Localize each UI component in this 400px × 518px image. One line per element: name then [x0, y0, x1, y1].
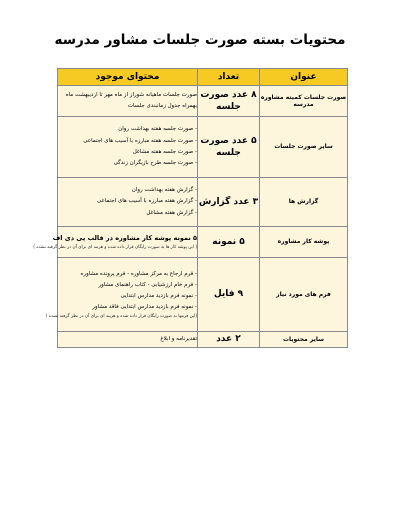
content-line: - گزارش هفته مشاغل: [146, 209, 197, 216]
header-count: تعداد: [198, 69, 260, 86]
table-row: [58, 332, 348, 348]
row-subject: صورت جلسات کمیته مشاوره مدرسه: [260, 86, 348, 117]
content-line: - صورت جلسه هفته مبارزه با آسیب های اجتماعی: [83, 137, 197, 144]
row-count: ۵ عدد صورت جلسه: [198, 117, 260, 178]
table-row: [58, 227, 348, 258]
table-row: [58, 117, 348, 178]
content-line: - نمونه فرم بازدید مدارس ابتدایی فاقد مشاور: [92, 304, 197, 311]
row-content: [33, 227, 198, 258]
content-note: (این فرمها به صورت رایگان قرار داده شده و هزینه ای برای آن در نظر گرفته نشده ): [45, 313, 197, 319]
content-line: - گزارش هفته مبارزه با آسیب های اجتماعی: [96, 198, 197, 205]
header-content: محتوای موجود: [58, 69, 198, 86]
table-row: [58, 178, 348, 227]
content-line: ۵ نمونه پوشه کار مشاوره در قالب پی دی اف: [52, 233, 197, 242]
row-content: [58, 86, 198, 117]
table-header-row: [58, 69, 348, 86]
content-line: - فرم ارجاع به مرکز مشاوره - فرم پرونده مشاوره: [80, 270, 197, 277]
table-row: [58, 258, 348, 332]
row-subject: پوشه کار مشاوره: [260, 227, 348, 258]
header-subject: عنوان: [260, 69, 348, 86]
content-line: تقدیرنامه و ابلاغ: [160, 335, 197, 342]
row-count: ۹ فایل: [198, 258, 260, 332]
row-count: ۲ عدد: [198, 332, 260, 348]
row-content: [58, 178, 198, 227]
row-count: ۸ عدد صورت جلسه: [198, 86, 260, 117]
row-content: [58, 332, 198, 348]
page-title: محتویات بسته صورت جلسات مشاور مدرسه: [54, 32, 346, 48]
content-line: - نمونه فرم بازدید مدارس ابتدایی: [120, 293, 197, 300]
row-subject: فرم های مورد نیاز: [260, 258, 348, 332]
content-line: - صورت جلسه هفته مشاغل: [132, 149, 197, 155]
row-subject: سایر محتویات: [260, 332, 348, 348]
content-line: صورت جلسات ماهیانه شوراز از ماه مهر تا اردیبهشت ماه: [65, 91, 197, 98]
row-count: ۳ عدد گزارش: [198, 178, 260, 227]
row-subject: گزارش ها: [260, 178, 348, 227]
row-subject: سایر صورت جلسات: [260, 117, 348, 178]
contents-table: [33, 68, 348, 348]
row-content: [45, 258, 198, 332]
content-line: - صورت جلسه هفته بهداشت روان: [118, 126, 197, 133]
content-line: - فرم خام ارزشیابی - کتاب راهنمای مشاور: [98, 281, 197, 288]
row-count: ۵ نمونه: [198, 227, 260, 258]
content-line: - گزارش هفته بهداشت روان: [131, 187, 197, 194]
table-row: [58, 86, 348, 117]
content-note: ( این پوشه کار ها به صورت رایگان قرار داده شده و هزینه ای برای آن در نظر گرفته نشده ): [33, 245, 197, 251]
row-content: [58, 117, 198, 178]
content-line: بهمراه جدول زمانبندی جلسات: [127, 103, 197, 109]
content-line: - صورت جلسه طرح بازیگران زندگی: [113, 160, 197, 167]
